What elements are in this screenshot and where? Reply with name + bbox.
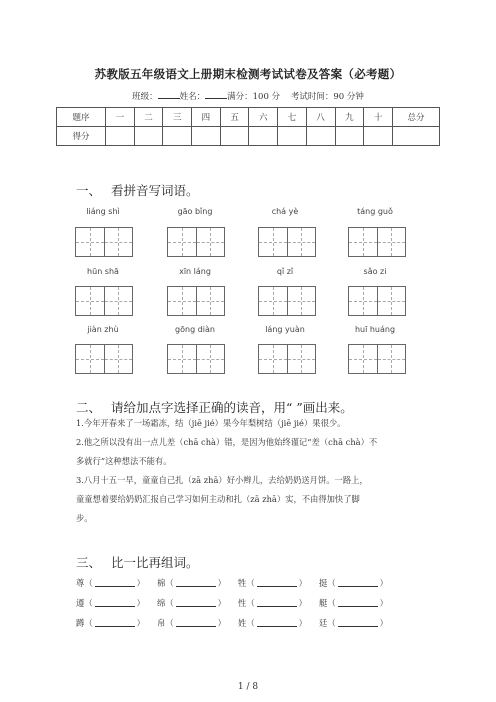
paren: （ xyxy=(246,618,255,628)
paren: ） xyxy=(379,578,388,588)
score-header-cell: 三 xyxy=(163,108,192,127)
score-cell[interactable] xyxy=(134,127,163,146)
word-group-item xyxy=(238,617,319,637)
class-blank xyxy=(158,90,180,99)
writing-box[interactable] xyxy=(348,344,378,374)
writing-box[interactable] xyxy=(167,344,197,374)
char: 艇 xyxy=(319,598,328,608)
paren: （ xyxy=(84,618,93,628)
score-header-cell: 十 xyxy=(364,108,393,127)
word-group-row xyxy=(76,597,400,617)
char: 牲 xyxy=(238,578,247,588)
score-header-cell: 八 xyxy=(306,108,335,127)
paren: ） xyxy=(136,578,145,588)
paren: ） xyxy=(217,578,226,588)
paren: ） xyxy=(379,618,388,628)
word-group-item xyxy=(319,577,400,597)
char: 蹲 xyxy=(76,618,85,628)
score-cell[interactable] xyxy=(249,127,278,146)
section-2-questions xyxy=(76,414,416,528)
score-header-cell: 五 xyxy=(220,108,249,127)
paren: （ xyxy=(84,578,93,588)
score-header-cell: 题序 xyxy=(57,108,106,127)
score-cell[interactable] xyxy=(278,127,307,146)
pinyin-label: gōng diàn xyxy=(175,325,215,334)
score-cell[interactable] xyxy=(393,127,440,146)
answer-blank[interactable] xyxy=(257,597,297,607)
writing-grid[interactable] xyxy=(167,286,225,316)
writing-box[interactable] xyxy=(197,227,226,257)
pinyin-label: jiàn zhù xyxy=(87,325,119,334)
exam-info-line xyxy=(0,90,496,102)
exam-time: 考试时间：90 分钟 xyxy=(290,92,364,102)
score-cell[interactable] xyxy=(306,127,335,146)
writing-grid[interactable] xyxy=(348,286,406,316)
writing-box[interactable] xyxy=(258,286,288,316)
section-title: 比一比再组词。 xyxy=(111,555,199,570)
writing-box[interactable] xyxy=(75,286,105,316)
answer-blank[interactable] xyxy=(338,597,378,607)
score-header-cell: 六 xyxy=(249,108,278,127)
writing-box[interactable] xyxy=(167,227,197,257)
score-header-cell: 二 xyxy=(134,108,163,127)
paren: （ xyxy=(246,598,255,608)
writing-grid[interactable] xyxy=(167,227,225,257)
page-title: 苏教版五年级语文上册期末检测考试试卷及答案（必考题） xyxy=(94,67,402,81)
writing-box[interactable] xyxy=(105,286,134,316)
score-header-cell: 总分 xyxy=(393,108,440,127)
writing-box[interactable] xyxy=(378,286,407,316)
answer-blank[interactable] xyxy=(176,577,216,587)
answer-blank[interactable] xyxy=(257,617,297,627)
question-line: 1.今年开春来了一场霜冻，结（jiē jié）果今年梨树结（jiē jié）果很少。 xyxy=(76,418,346,428)
word-group-row xyxy=(76,577,400,597)
writing-grid[interactable] xyxy=(348,344,406,374)
score-header-cell: 四 xyxy=(192,108,221,127)
writing-box[interactable] xyxy=(288,344,317,374)
paren: ） xyxy=(217,598,226,608)
char: 遵 xyxy=(76,598,85,608)
score-table xyxy=(56,107,440,146)
word-group-item xyxy=(76,617,157,637)
word-group-item xyxy=(319,597,400,617)
section-3-heading xyxy=(76,553,199,571)
score-table-score-row xyxy=(57,127,440,146)
pinyin-label: liáng shì xyxy=(86,207,120,216)
paren: （ xyxy=(327,598,336,608)
writing-grid[interactable] xyxy=(258,227,316,257)
paren: ） xyxy=(298,578,307,588)
paren: （ xyxy=(165,578,174,588)
section-title: 看拼音写词语。 xyxy=(111,183,199,198)
pinyin-label: qǐ zǐ xyxy=(276,267,294,276)
paren: （ xyxy=(165,618,174,628)
pinyin-label: hūn shā xyxy=(87,267,119,276)
writing-box[interactable] xyxy=(348,286,378,316)
word-group-item xyxy=(157,577,238,597)
word-group-item xyxy=(76,597,157,617)
char: 姓 xyxy=(238,618,247,628)
paren: （ xyxy=(327,578,336,588)
word-group-item xyxy=(319,617,400,637)
writing-box[interactable] xyxy=(378,227,407,257)
section-number: 二、 xyxy=(76,400,102,415)
writing-box[interactable] xyxy=(167,286,197,316)
writing-grid[interactable] xyxy=(75,227,133,257)
score-cell[interactable] xyxy=(335,127,364,146)
score-cell[interactable] xyxy=(220,127,249,146)
pinyin-label: huī huáng xyxy=(354,325,396,334)
answer-blank[interactable] xyxy=(338,617,378,627)
paren: ） xyxy=(379,598,388,608)
page-number: 1 / 8 xyxy=(237,682,259,692)
writing-box[interactable] xyxy=(75,227,105,257)
writing-box[interactable] xyxy=(258,344,288,374)
answer-blank[interactable] xyxy=(176,617,216,627)
writing-box[interactable] xyxy=(105,227,134,257)
writing-grid[interactable] xyxy=(167,344,225,374)
writing-box[interactable] xyxy=(348,227,378,257)
char: 帛 xyxy=(157,618,166,628)
word-group-row xyxy=(76,617,400,637)
section-number: 一、 xyxy=(76,183,102,198)
word-groups xyxy=(76,577,400,637)
writing-box[interactable] xyxy=(288,286,317,316)
score-cell[interactable] xyxy=(106,127,135,146)
writing-box[interactable] xyxy=(258,227,288,257)
section-1-heading xyxy=(76,181,199,199)
writing-grid[interactable] xyxy=(258,286,316,316)
answer-blank[interactable] xyxy=(95,597,135,607)
writing-grid[interactable] xyxy=(348,227,406,257)
paren: （ xyxy=(165,598,174,608)
answer-blank[interactable] xyxy=(95,617,135,627)
pinyin-label: chá yè xyxy=(271,207,299,216)
answer-blank[interactable] xyxy=(176,597,216,607)
paren: （ xyxy=(84,598,93,608)
char: 廷 xyxy=(319,618,328,628)
score-table-header-row xyxy=(57,108,440,127)
question-line: 3.八月十五一早，童童自己扎（zā zhā）好小辫儿，去给奶奶送月饼。一路上， xyxy=(76,475,368,485)
score-cell[interactable] xyxy=(163,127,192,146)
paren: （ xyxy=(327,618,336,628)
score-cell[interactable] xyxy=(364,127,393,146)
pinyin-label: táng guǒ xyxy=(357,207,393,216)
paren: ） xyxy=(136,598,145,608)
writing-box[interactable] xyxy=(197,286,226,316)
paren: ） xyxy=(298,618,307,628)
class-label: 班级： xyxy=(132,92,158,102)
char: 尊 xyxy=(76,578,85,588)
score-header-cell: 一 xyxy=(106,108,135,127)
word-group-item xyxy=(76,577,157,597)
writing-box[interactable] xyxy=(105,344,134,374)
question-line: 步。 xyxy=(76,513,93,523)
pinyin-label: xīn láng xyxy=(179,267,211,276)
writing-grid[interactable] xyxy=(75,344,133,374)
pinyin-label: gāo bǐng xyxy=(177,207,213,216)
char: 性 xyxy=(238,598,247,608)
question-line: 童童想着要给奶奶汇报自己学习如何主动和扎（zā zhā）实，不由得加快了脚 xyxy=(76,494,360,504)
paren: ） xyxy=(217,618,226,628)
score-header-cell: 九 xyxy=(335,108,364,127)
answer-blank[interactable] xyxy=(95,577,135,587)
score-cell[interactable] xyxy=(192,127,221,146)
word-group-item xyxy=(238,577,319,597)
writing-grid[interactable] xyxy=(258,344,316,374)
word-group-item xyxy=(157,617,238,637)
word-group-item xyxy=(238,597,319,617)
name-label: 姓名： xyxy=(179,92,206,102)
question-line: 多就行”这种想法不能有。 xyxy=(76,456,172,466)
char: 挺 xyxy=(319,578,328,588)
question-line: 2.他之所以没有出一点儿差（chā chà）错，是因为他始终谨记“差（chā chà）不 xyxy=(76,437,378,447)
score-header-cell: 七 xyxy=(278,108,307,127)
answer-blank[interactable] xyxy=(257,577,297,587)
writing-box[interactable] xyxy=(75,344,105,374)
char: 绵 xyxy=(157,598,166,608)
section-number: 三、 xyxy=(76,555,102,570)
pinyin-label: sǎo zi xyxy=(363,267,387,276)
writing-box[interactable] xyxy=(378,344,407,374)
answer-blank[interactable] xyxy=(338,577,378,587)
char: 棉 xyxy=(157,578,166,588)
writing-box[interactable] xyxy=(197,344,226,374)
full-score: 满分：100 分 xyxy=(227,92,281,102)
score-row-label: 得分 xyxy=(57,127,106,146)
section-title: 请给加点字选择正确的读音，用“ ”画出来。 xyxy=(111,400,353,415)
name-blank xyxy=(205,90,227,99)
pinyin-label: láng yuàn xyxy=(265,325,305,334)
word-group-item xyxy=(157,597,238,617)
paren: ） xyxy=(136,618,145,628)
writing-grid[interactable] xyxy=(75,286,133,316)
paren: （ xyxy=(246,578,255,588)
writing-box[interactable] xyxy=(288,227,317,257)
paren: ） xyxy=(298,598,307,608)
